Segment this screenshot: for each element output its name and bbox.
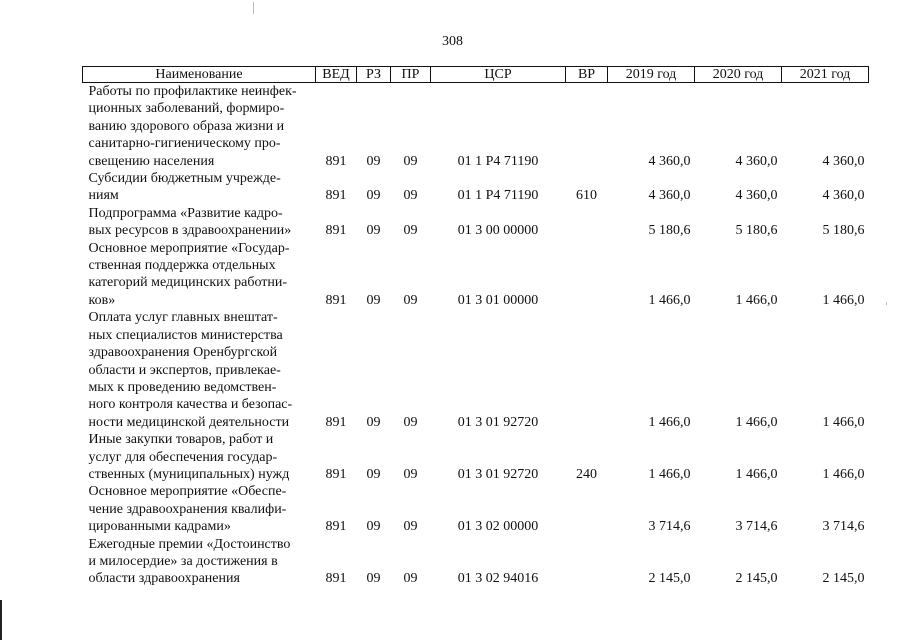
cell-2021: 1 466,0 (822, 292, 865, 308)
cell-2019: 2 145,0 (648, 571, 691, 587)
name-line: Оплата услуг главных внештат- (88, 310, 278, 326)
cell-vr (566, 536, 608, 588)
cell-rz: 09 (366, 292, 381, 308)
name-line: ционных заболеваний, формиро- (88, 101, 285, 117)
scan-edge-mark (0, 600, 2, 640)
cell-2019: 5 180,6 (648, 223, 691, 239)
header-pr: ПР (391, 67, 431, 83)
table-row (83, 309, 869, 431)
cell-rz: 09 (366, 188, 381, 204)
name-line: Работы по профилактике неинфек- (88, 84, 297, 99)
cell-csr: 01 1 Р4 71190 (457, 153, 539, 169)
cell-2020: 1 466,0 (735, 466, 778, 482)
name-line: свещению населения (88, 153, 215, 169)
header-name: Наименование (83, 67, 316, 83)
cell-name (83, 240, 316, 310)
name-line: цированными кадрами» (88, 519, 231, 535)
name-line: Основное мероприятие «Обеспе- (88, 484, 287, 500)
cell-pr: 09 (403, 466, 418, 482)
name-line: ных специалистов министерства (88, 327, 283, 343)
cell-2019: 1 466,0 (648, 414, 691, 430)
cell-rz: 09 (366, 519, 381, 535)
cell-2021: 1 466,0 (822, 466, 865, 482)
cell-csr: 01 3 01 92720 (457, 414, 539, 430)
cell-2019: 1 466,0 (648, 292, 691, 308)
cell-pr: 09 (403, 188, 418, 204)
cell-name (83, 483, 316, 535)
cell-vr (566, 309, 608, 431)
cell-ved: 891 (325, 292, 347, 308)
cell-2019: 4 360,0 (648, 188, 691, 204)
cell-2020: 4 360,0 (735, 188, 778, 204)
header-csr: ЦСР (431, 67, 566, 83)
cell-csr: 01 1 Р4 71190 (457, 188, 539, 204)
cell-rz: 09 (366, 414, 381, 430)
cell-name (83, 309, 316, 431)
cell-2020: 3 714,6 (735, 519, 778, 535)
budget-table (82, 66, 869, 588)
cell-vr: 610 (576, 188, 597, 204)
cell-name (83, 170, 316, 205)
cell-ved: 891 (325, 414, 347, 430)
header-2021: 2021 год (782, 67, 869, 83)
name-line: ванию здорового образа жизни и (88, 118, 285, 134)
cell-pr: 09 (403, 223, 418, 239)
scan-speck-top (253, 2, 254, 14)
cell-ved: 891 (325, 188, 347, 204)
table-row (83, 483, 869, 535)
cell-2021: 4 360,0 (822, 188, 865, 204)
table-row (83, 536, 869, 588)
name-line: и милосердие» за достижения в (88, 553, 278, 569)
table-row (83, 240, 869, 310)
cell-2021: 5 180,6 (822, 223, 865, 239)
cell-csr: 01 3 01 92720 (457, 466, 539, 482)
cell-rz: 09 (366, 153, 381, 169)
cell-csr: 01 3 01 00000 (457, 292, 539, 308)
header-rz: РЗ (357, 67, 391, 83)
scan-speck-right (886, 302, 887, 305)
cell-name (83, 205, 316, 240)
name-line: области и экспертов, привлекае- (88, 362, 281, 378)
cell-2021: 2 145,0 (822, 571, 865, 587)
cell-ved: 891 (325, 153, 347, 169)
table-body (83, 83, 869, 588)
cell-pr: 09 (403, 414, 418, 430)
cell-rz: 09 (366, 466, 381, 482)
cell-vr (566, 83, 608, 171)
cell-2019: 1 466,0 (648, 466, 691, 482)
header-2020: 2020 год (695, 67, 782, 83)
table-row (83, 205, 869, 240)
name-line: ности медицинской деятельности (88, 414, 290, 430)
name-line: санитарно-гигиеническому про- (88, 136, 281, 152)
cell-ved: 891 (325, 571, 347, 587)
name-line: ков» (88, 292, 116, 308)
cell-vr (566, 205, 608, 240)
name-line: услуг для обеспечения государ- (88, 449, 278, 465)
cell-ved: 891 (325, 466, 347, 482)
cell-vr (566, 240, 608, 310)
cell-csr: 01 3 02 00000 (457, 519, 539, 535)
cell-2021: 1 466,0 (822, 414, 865, 430)
name-line: чение здравоохранения квалифи- (88, 501, 287, 517)
cell-pr: 09 (403, 571, 418, 587)
name-line: здравоохранения Оренбургской (88, 345, 278, 361)
name-line: Иные закупки товаров, работ и (88, 432, 274, 448)
name-line: Субсидии бюджетным учрежде- (88, 171, 281, 187)
name-line: Подпрограмма «Развитие кадро- (88, 205, 283, 221)
name-line: категорий медицинских работни- (88, 275, 288, 291)
name-line: мых к проведению ведомствен- (88, 379, 277, 395)
table-row (83, 170, 869, 205)
cell-name (83, 536, 316, 588)
cell-2020: 4 360,0 (735, 153, 778, 169)
cell-2020: 1 466,0 (735, 292, 778, 308)
name-line: вых ресурсов в здравоохранении» (88, 223, 292, 239)
cell-ved: 891 (325, 223, 347, 239)
table-header (83, 67, 869, 83)
cell-2021: 4 360,0 (822, 153, 865, 169)
page-number: 308 (442, 34, 463, 49)
cell-csr: 01 3 02 94016 (457, 571, 539, 587)
cell-name (83, 83, 316, 171)
cell-vr: 240 (576, 466, 597, 482)
name-line: Основное мероприятие «Государ- (88, 240, 290, 256)
cell-vr (566, 483, 608, 535)
cell-rz: 09 (366, 223, 381, 239)
cell-pr: 09 (403, 153, 418, 169)
name-line: ного контроля качества и безопас- (88, 397, 293, 413)
table-row (83, 83, 869, 171)
cell-2020: 1 466,0 (735, 414, 778, 430)
name-line: Ежегодные премии «Достоинство (88, 536, 291, 552)
cell-rz: 09 (366, 571, 381, 587)
name-line: области здравоохранения (88, 571, 240, 587)
cell-pr: 09 (403, 292, 418, 308)
cell-2019: 4 360,0 (648, 153, 691, 169)
cell-name (83, 431, 316, 483)
header-ved: ВЕД (316, 67, 357, 83)
cell-pr: 09 (403, 519, 418, 535)
cell-2020: 5 180,6 (735, 223, 778, 239)
cell-csr: 01 3 00 00000 (457, 223, 539, 239)
name-line: ственная поддержка отдельных (88, 258, 276, 274)
header-2019: 2019 год (608, 67, 695, 83)
header-row (83, 67, 869, 83)
cell-2019: 3 714,6 (648, 519, 691, 535)
cell-ved: 891 (325, 519, 347, 535)
cell-2020: 2 145,0 (735, 571, 778, 587)
name-line: ственных (муниципальных) нужд (88, 466, 290, 482)
header-vr: ВР (566, 67, 608, 83)
cell-2021: 3 714,6 (822, 519, 865, 535)
name-line: ниям (88, 188, 119, 204)
table-row (83, 431, 869, 483)
